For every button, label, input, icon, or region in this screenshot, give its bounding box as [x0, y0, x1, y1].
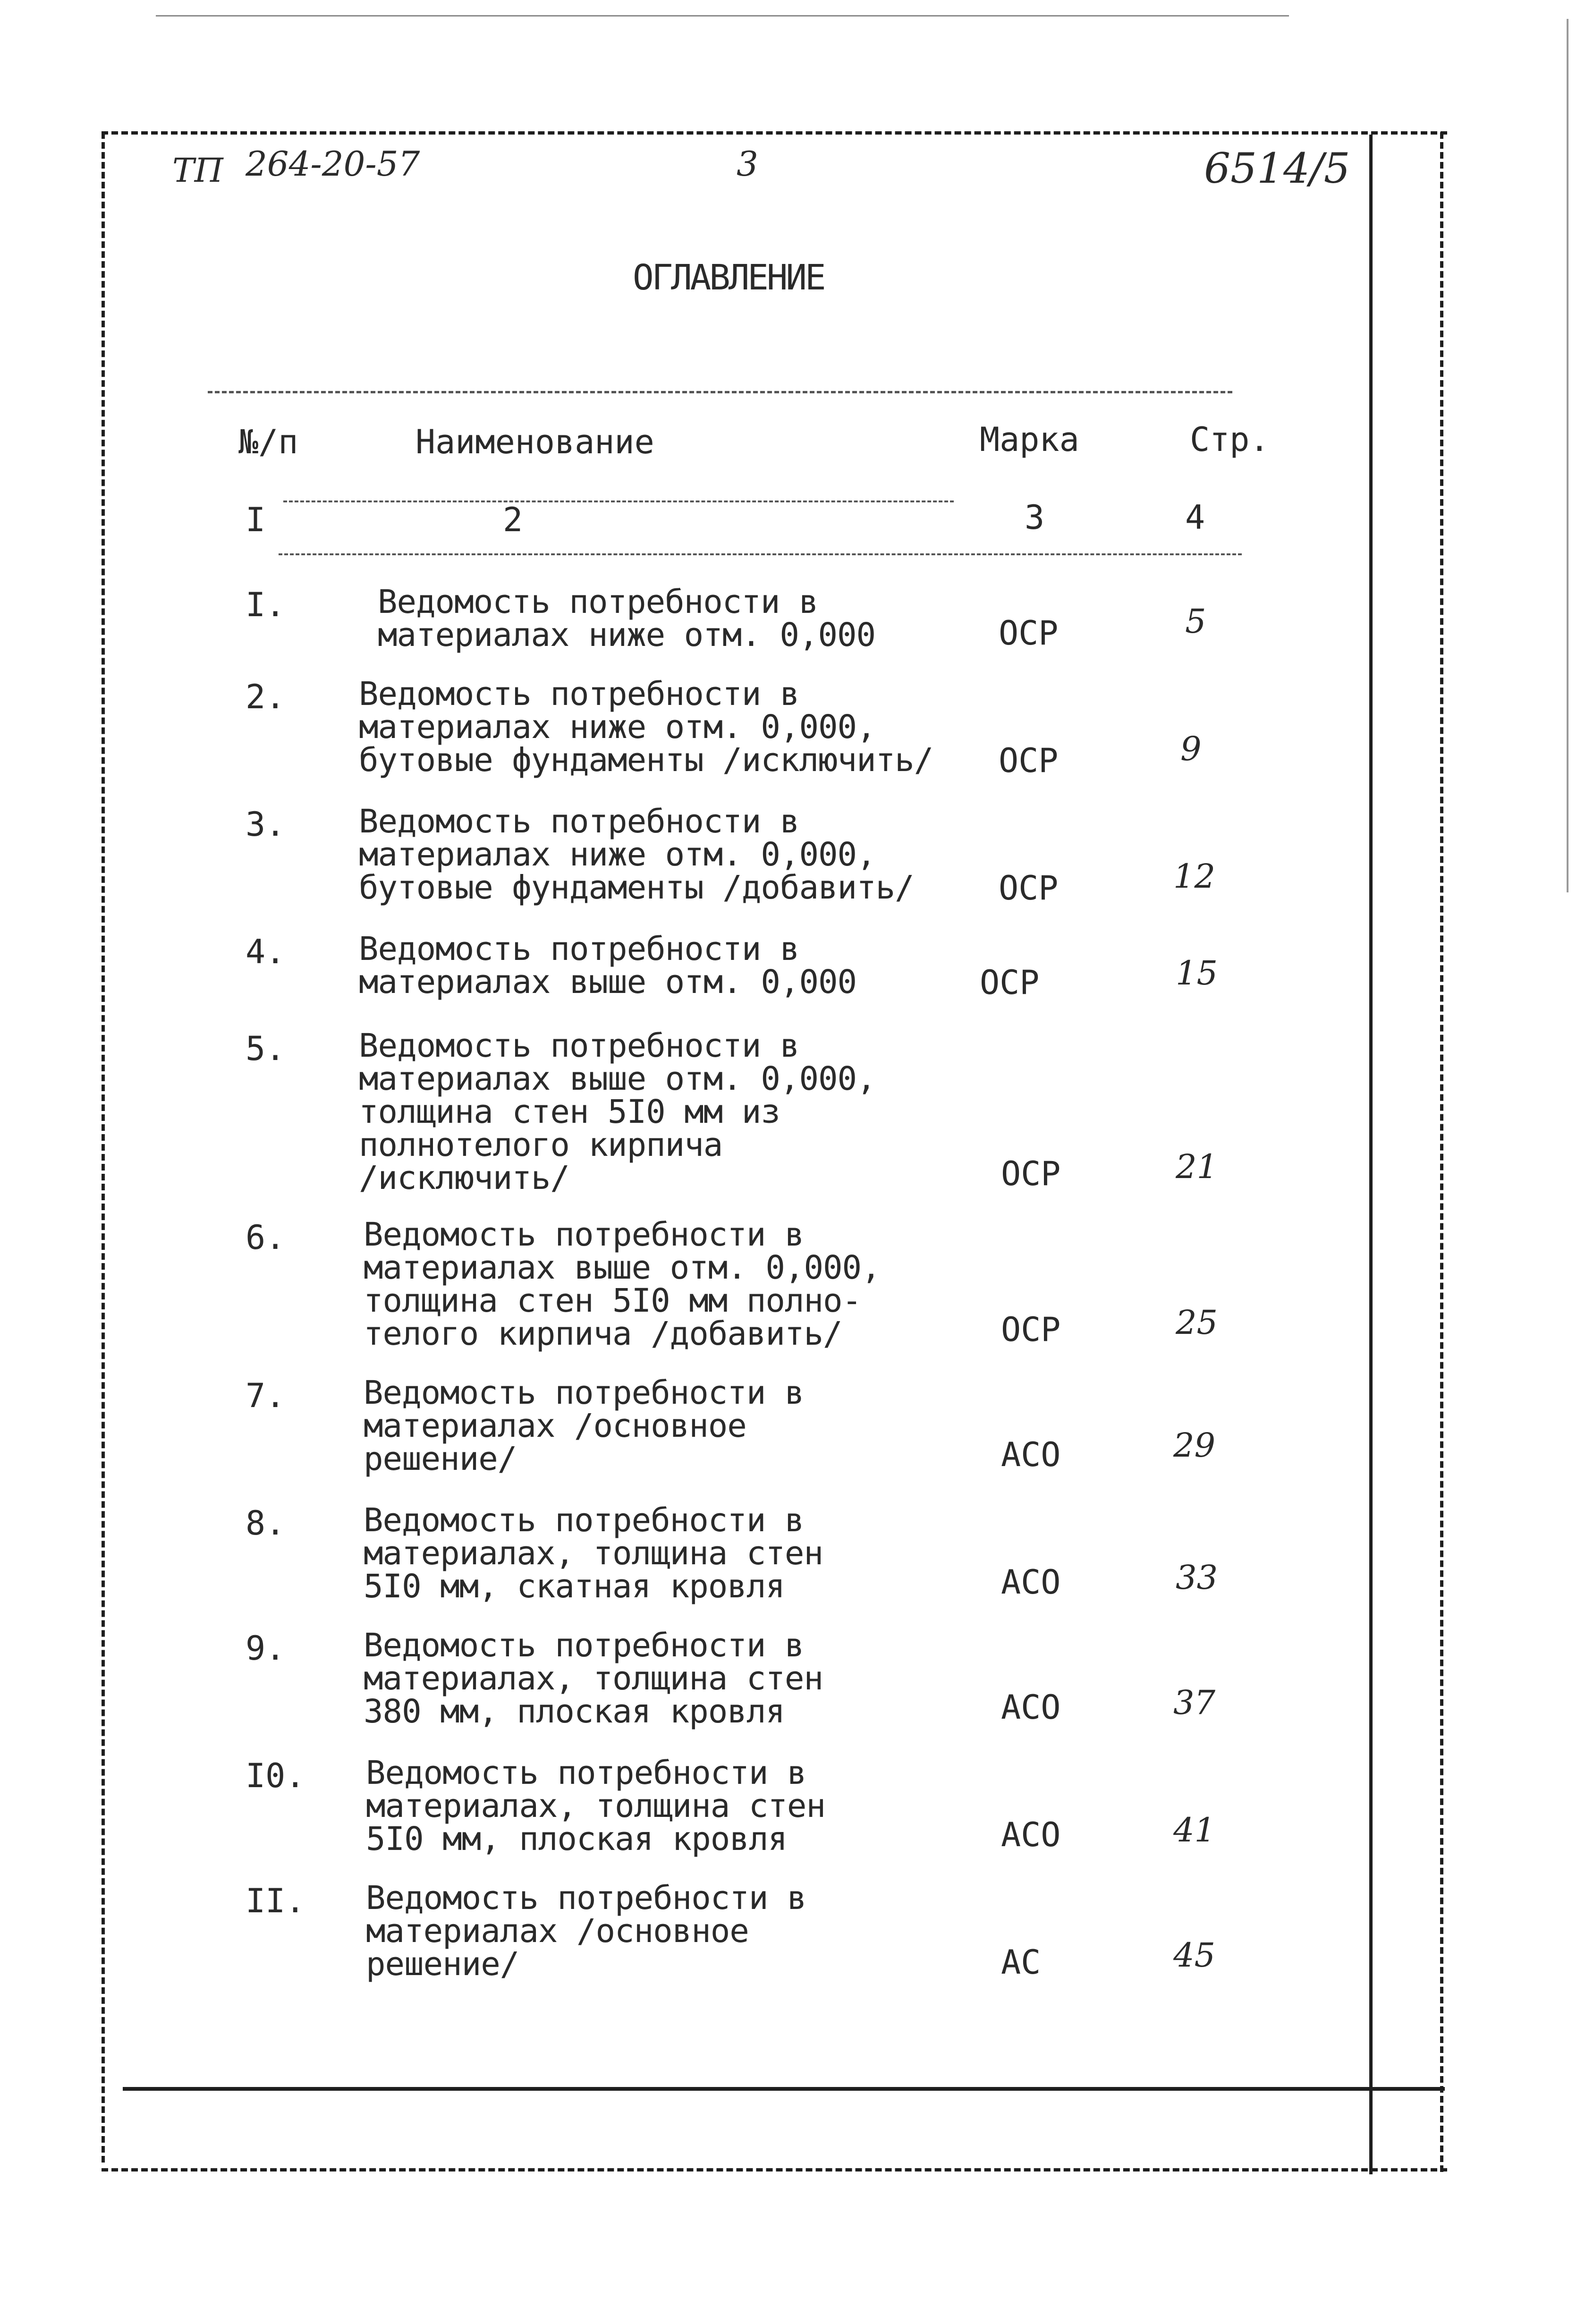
- row-number: 2.: [246, 678, 286, 716]
- row-mark: ОСР: [980, 963, 1040, 1002]
- row-page: 29: [1173, 1426, 1216, 1465]
- row-mark: ОСР: [999, 741, 1059, 780]
- header-number: №/п: [238, 423, 298, 461]
- frame-top-border: [102, 131, 1447, 135]
- frame-outer-right-border: [1440, 132, 1443, 2172]
- page-number: 3: [737, 144, 758, 184]
- row-number: 6.: [246, 1218, 286, 1257]
- row-name: Ведомость потребности в материалах, толщина стен 5I0 мм, скатная кровля: [364, 1501, 823, 1605]
- column-number-2: 2: [503, 500, 523, 539]
- row-mark: АСО: [1001, 1815, 1061, 1854]
- top-edge-line: [156, 15, 1289, 17]
- row-page: 12: [1173, 857, 1216, 896]
- row-page: 5: [1185, 602, 1206, 641]
- row-name: Ведомость потребности в материалах выше отм. 0,000, толщина стен 5I0 мм из полнотелого кирпича /исключить/: [359, 1027, 876, 1197]
- series-number: 264-20-57: [246, 144, 420, 184]
- column-number-1: I: [246, 500, 266, 539]
- column-number-4: 4: [1185, 498, 1205, 537]
- header-separator: [283, 500, 954, 502]
- row-page: 21: [1176, 1147, 1218, 1186]
- table-top-separator: [208, 391, 1232, 393]
- row-page: 25: [1176, 1303, 1218, 1342]
- row-number: 3.: [246, 805, 286, 844]
- row-page: 41: [1173, 1811, 1216, 1849]
- row-page: 37: [1173, 1683, 1216, 1722]
- series-prefix: ТП: [172, 151, 223, 190]
- row-page: 33: [1176, 1558, 1218, 1597]
- row-number: II.: [246, 1882, 305, 1920]
- row-number: 7.: [246, 1376, 286, 1415]
- row-number: 4.: [246, 933, 286, 971]
- archive-number: 6514/5: [1204, 144, 1350, 193]
- row-number: 9.: [246, 1629, 286, 1668]
- row-number: 8.: [246, 1504, 286, 1543]
- row-mark: ОСР: [1001, 1310, 1061, 1349]
- row-mark: ОСР: [999, 869, 1059, 908]
- row-name: Ведомость потребности в материалах ниже отм. 0,000, бутовые фундаменты /исключить/: [359, 675, 933, 779]
- frame-left-border: [102, 132, 105, 2163]
- right-edge-shadow: [1567, 19, 1569, 892]
- header-mark: Марка: [980, 420, 1079, 459]
- row-number: I.: [246, 585, 286, 624]
- row-name: Ведомость потребности в материалах /основное решение/: [366, 1879, 806, 1983]
- frame-footer-line: [123, 2087, 1445, 2091]
- row-name: Ведомость потребности в материалах /основное решение/: [364, 1374, 804, 1478]
- row-mark: АСО: [1001, 1563, 1061, 1602]
- row-page: 45: [1173, 1936, 1216, 1975]
- row-mark: ОСР: [999, 614, 1059, 653]
- row-name: Ведомость потребности в материалах выше отм. 0,000, толщина стен 5I0 мм полно- телого кирпича /добавить/: [364, 1216, 881, 1353]
- row-name: Ведомость потребности в материалах, толщина стен 5I0 мм, плоская кровля: [366, 1754, 825, 1858]
- row-name: Ведомость потребности в материалах ниже отм. 0,000: [378, 583, 876, 654]
- document-title: ОГЛАВЛЕНИЕ: [633, 257, 824, 298]
- row-number: 5.: [246, 1029, 286, 1068]
- row-mark: АСО: [1001, 1688, 1061, 1727]
- column-number-3: 3: [1025, 498, 1045, 537]
- row-number: I0.: [246, 1756, 305, 1795]
- row-name: Ведомость потребности в материалах, толщина стен 380 мм, плоская кровля: [364, 1627, 823, 1730]
- row-name: Ведомость потребности в материалах выше отм. 0,000: [359, 930, 857, 1001]
- frame-inner-right-border: [1369, 135, 1373, 2174]
- row-page: 15: [1176, 954, 1218, 992]
- column-number-separator: [279, 553, 1242, 555]
- header-name: Наименование: [415, 423, 654, 461]
- row-name: Ведомость потребности в материалах ниже отм. 0,000, бутовые фундаменты /добавить/: [359, 803, 914, 907]
- row-mark: АСО: [1001, 1435, 1061, 1474]
- row-mark: АС: [1001, 1943, 1041, 1982]
- row-mark: ОСР: [1001, 1154, 1061, 1193]
- frame-bottom-border: [102, 2168, 1447, 2171]
- header-page: Стр.: [1190, 420, 1270, 459]
- row-page: 9: [1180, 729, 1202, 768]
